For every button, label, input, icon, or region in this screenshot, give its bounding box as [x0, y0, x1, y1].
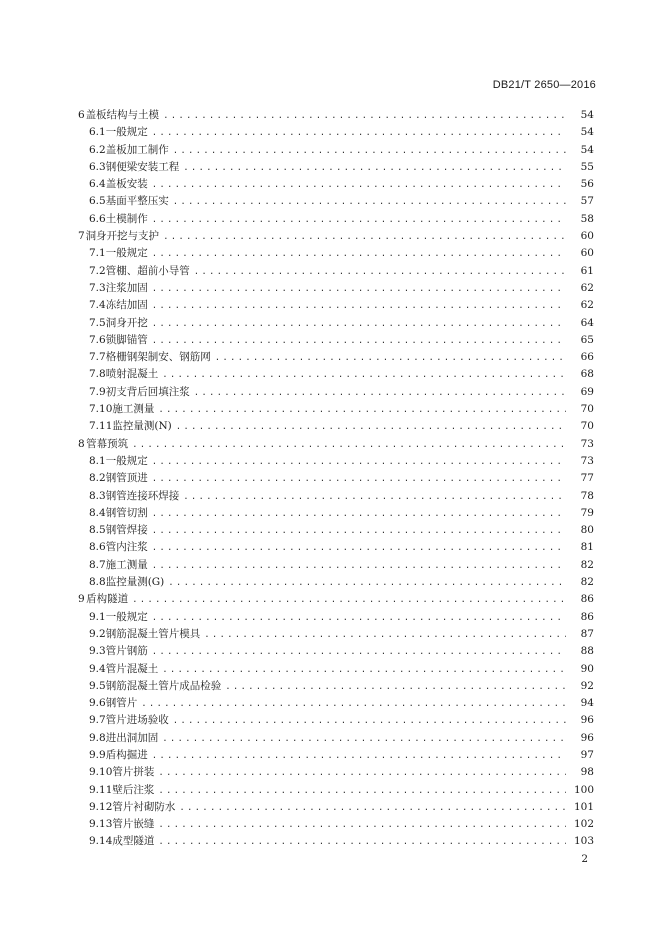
toc-entry-number: 9: [78, 593, 85, 606]
dot-leader: [183, 163, 566, 173]
toc-entry-title: 钢管切割: [105, 506, 148, 519]
toc-entry[interactable]: [78, 211, 594, 228]
toc-entry[interactable]: [78, 263, 594, 280]
toc-entry-page: 100: [573, 783, 594, 796]
toc-entry-title: 钢管连接环焊接: [105, 489, 180, 502]
toc-entry[interactable]: [78, 349, 594, 366]
toc-entry-title: 初支背后回填注浆: [105, 385, 190, 398]
toc-entry-title: 进出洞加固: [105, 731, 159, 744]
toc-entry[interactable]: [78, 228, 594, 245]
toc-entry-number: 7.7: [89, 351, 106, 364]
toc-entry-number: 9.7: [89, 714, 106, 727]
toc-entry-page: 77: [580, 472, 594, 485]
toc-entry-number: 7.4: [89, 299, 106, 312]
toc-entry-page: 96: [580, 731, 594, 744]
toc-entry-title: 管片进场验收: [105, 714, 169, 727]
toc-entry-title: 锁脚锚管: [105, 333, 148, 346]
toc-entry-title: 盖板加工制作: [105, 143, 169, 156]
toc-entry-number: 7.9: [89, 385, 106, 398]
toc-entry[interactable]: [78, 159, 594, 176]
dot-leader: [152, 543, 566, 553]
toc-entry[interactable]: [78, 609, 594, 626]
toc-entry-page: 94: [580, 697, 594, 710]
toc-entry-number: 8: [78, 437, 85, 450]
toc-entry-number: 7.2: [89, 264, 106, 277]
toc-entry-page: 82: [580, 576, 594, 589]
toc-entry-page: 54: [580, 109, 594, 121]
toc-entry[interactable]: [78, 193, 594, 210]
toc-entry-title: 格栅钢架制安、钢筋网: [105, 351, 211, 364]
toc-entry-title: 壁后注浆: [112, 783, 155, 796]
dot-leader: [152, 526, 566, 536]
toc-entry-number: 6.5: [89, 195, 106, 208]
toc-entry-page: 56: [580, 178, 594, 191]
dot-leader: [152, 284, 566, 294]
dot-leader: [152, 751, 566, 761]
dot-leader: [158, 768, 566, 778]
toc-entry[interactable]: [78, 366, 594, 383]
dot-leader: [152, 474, 566, 484]
toc-entry-page: 103: [573, 835, 594, 848]
toc-entry-page: 80: [580, 524, 594, 537]
toc-entry-title: 钢管片: [105, 697, 138, 710]
toc-entry-page: 79: [580, 506, 594, 519]
toc-entry[interactable]: [78, 730, 594, 747]
toc-entry-title: 管片嵌缝: [112, 818, 155, 831]
dot-leader: [152, 561, 566, 571]
dot-leader: [162, 665, 566, 675]
toc-entry[interactable]: [78, 107, 594, 124]
toc-entry-number: 9.3: [89, 645, 106, 658]
dot-leader: [176, 422, 566, 432]
dot-leader: [158, 837, 566, 847]
toc-entry-page: 87: [580, 627, 594, 640]
dot-leader: [225, 682, 566, 692]
toc-entry-title: 盖板结构与土模: [85, 109, 160, 121]
toc-entry-page: 98: [580, 766, 594, 779]
toc-entry[interactable]: [78, 816, 594, 833]
toc-entry-number: 9.14: [89, 835, 113, 848]
toc-entry[interactable]: [78, 591, 594, 608]
table-of-contents: [78, 107, 594, 851]
toc-entry-number: 6.4: [89, 178, 106, 191]
dot-leader: [152, 613, 566, 623]
toc-entry-number: 6.1: [89, 126, 106, 139]
toc-entry-title: 一般规定: [105, 454, 148, 467]
dot-leader: [179, 803, 566, 813]
toc-entry-page: 82: [580, 558, 594, 571]
dot-leader: [152, 336, 566, 346]
toc-entry-page: 68: [580, 368, 594, 381]
toc-entry-title: 管片衬砌防水: [112, 800, 176, 813]
toc-entry[interactable]: [78, 384, 594, 401]
toc-entry-page: 102: [573, 818, 594, 831]
toc-entry-number: 7.1: [89, 247, 106, 260]
toc-entry-title: 冻结加固: [105, 299, 148, 312]
toc-entry[interactable]: [78, 643, 594, 660]
toc-entry[interactable]: [78, 678, 594, 695]
toc-entry-number: 6.2: [89, 143, 106, 156]
dot-leader: [162, 370, 566, 380]
toc-entry-number: 7.11: [89, 420, 113, 433]
dot-leader: [132, 440, 566, 450]
toc-entry-number: 9.2: [89, 627, 106, 640]
toc-entry-title: 钢筋混凝土管片成品检验: [105, 679, 222, 692]
toc-entry-title: 管片钢筋: [105, 645, 148, 658]
toc-entry-page: 62: [580, 299, 594, 312]
toc-entry-page: 57: [580, 195, 594, 208]
dot-leader: [152, 128, 566, 138]
toc-entry[interactable]: [78, 539, 594, 556]
toc-entry-page: 60: [580, 247, 594, 260]
dot-leader: [152, 457, 566, 467]
toc-entry-number: 9.5: [89, 679, 106, 692]
toc-entry-page: 69: [580, 385, 594, 398]
toc-entry-number: 8.2: [89, 472, 106, 485]
toc-entry-title: 钢管顶进: [105, 472, 148, 485]
toc-entry-title: 盾构掘进: [105, 748, 148, 761]
toc-entry-page: 78: [580, 489, 594, 502]
toc-entry-page: 101: [573, 800, 594, 813]
toc-entry[interactable]: [78, 626, 594, 643]
toc-entry-title: 成型隧道: [112, 835, 155, 848]
toc-entry-number: 9.9: [89, 748, 106, 761]
toc-entry-title: 洞身开挖: [105, 316, 148, 329]
toc-entry-title: 盖板安装: [105, 178, 148, 191]
toc-entry-page: 54: [580, 126, 594, 139]
toc-entry-title: 土模制作: [105, 212, 148, 225]
toc-entry-title: 钢便梁安装工程: [105, 160, 180, 173]
toc-entry-page: 81: [580, 541, 594, 554]
toc-entry[interactable]: [78, 505, 594, 522]
toc-entry-title: 管幕预筑: [86, 437, 129, 450]
toc-entry-title: 管片拼装: [112, 766, 155, 779]
toc-entry[interactable]: [78, 332, 594, 349]
toc-entry-page: 96: [580, 714, 594, 727]
toc-entry-number: 8.6: [89, 541, 106, 554]
toc-entry-page: 61: [580, 264, 594, 277]
toc-entry-title: 监控量测(G): [105, 576, 165, 589]
dot-leader: [204, 630, 566, 640]
toc-entry-number: 9.12: [89, 800, 113, 813]
dot-leader: [162, 734, 566, 744]
toc-entry[interactable]: [78, 488, 594, 505]
toc-entry[interactable]: [78, 574, 594, 591]
dot-leader: [173, 146, 566, 156]
toc-entry-page: 58: [580, 212, 594, 225]
dot-leader: [173, 716, 566, 726]
toc-entry-number: 9.11: [89, 783, 113, 796]
toc-entry-page: 62: [580, 281, 594, 294]
toc-entry[interactable]: [78, 436, 594, 453]
toc-entry[interactable]: [78, 297, 594, 314]
toc-entry-page: 73: [580, 454, 594, 467]
dot-leader: [152, 509, 566, 519]
toc-entry-page: 97: [580, 748, 594, 761]
dot-leader: [173, 197, 566, 207]
toc-entry-number: 7.8: [89, 368, 106, 381]
toc-entry-title: 盾构隧道: [86, 593, 129, 606]
toc-entry-page: 66: [580, 351, 594, 364]
toc-entry-number: 7.6: [89, 333, 106, 346]
toc-entry-page: 73: [580, 437, 594, 450]
dot-leader: [163, 232, 566, 242]
toc-entry[interactable]: [78, 833, 594, 850]
dot-leader: [194, 267, 566, 277]
toc-entry-number: 9.4: [89, 662, 106, 675]
toc-entry[interactable]: [78, 747, 594, 764]
toc-entry-title: 管棚、超前小导管: [105, 264, 190, 277]
document-code: DB21/T 2650—2016: [492, 79, 596, 91]
toc-entry-page: 70: [580, 403, 594, 416]
toc-entry-page: 92: [580, 679, 594, 692]
toc-entry[interactable]: [78, 280, 594, 297]
toc-entry-number: 8.7: [89, 558, 106, 571]
toc-entry-page: 70: [580, 420, 594, 433]
dot-leader: [168, 578, 566, 588]
toc-entry-page: 88: [580, 645, 594, 658]
dot-leader: [152, 319, 566, 329]
toc-entry[interactable]: [78, 661, 594, 678]
dot-leader: [141, 699, 566, 709]
toc-entry-number: 9.10: [89, 766, 113, 779]
toc-entry[interactable]: [78, 401, 594, 418]
toc-entry-number: 6: [78, 109, 85, 121]
toc-entry-page: 86: [580, 610, 594, 623]
toc-entry-number: 8.5: [89, 524, 106, 537]
toc-entry-number: 7.10: [89, 403, 113, 416]
toc-entry-title: 施工测量: [105, 558, 148, 571]
toc-entry[interactable]: [78, 557, 594, 574]
toc-entry-title: 一般规定: [105, 247, 148, 260]
toc-entry[interactable]: [78, 782, 594, 799]
dot-leader: [215, 353, 566, 363]
toc-entry-title: 钢管焊接: [105, 524, 148, 537]
dot-leader: [132, 595, 566, 605]
toc-entry[interactable]: [78, 453, 594, 470]
toc-entry[interactable]: [78, 142, 594, 159]
toc-entry-number: 9.1: [89, 610, 106, 623]
dot-leader: [152, 301, 566, 311]
toc-entry[interactable]: [78, 124, 594, 141]
toc-entry-number: 9.13: [89, 818, 113, 831]
toc-entry-number: 8.8: [89, 576, 106, 589]
toc-entry[interactable]: [78, 315, 594, 332]
toc-entry-number: 6.6: [89, 212, 106, 225]
toc-entry-number: 8.1: [89, 454, 106, 467]
toc-entry-number: 8.4: [89, 506, 106, 519]
toc-entry-title: 洞身开挖与支护: [85, 230, 160, 243]
dot-leader: [152, 180, 566, 190]
toc-entry-title: 管内注浆: [105, 541, 148, 554]
toc-entry[interactable]: [78, 764, 594, 781]
toc-entry-page: 65: [580, 333, 594, 346]
toc-entry[interactable]: [78, 695, 594, 712]
toc-entry-page: 60: [580, 230, 594, 243]
toc-entry[interactable]: [78, 418, 594, 435]
toc-entry[interactable]: [78, 799, 594, 816]
dot-leader: [152, 249, 566, 259]
toc-entry[interactable]: [78, 712, 594, 729]
toc-entry-number: 6.3: [89, 160, 106, 173]
toc-entry-title: 基面平整压实: [105, 195, 169, 208]
toc-entry-page: 55: [580, 160, 594, 173]
toc-entry-title: 一般规定: [105, 126, 148, 139]
toc-entry[interactable]: [78, 176, 594, 193]
toc-entry-title: 管片混凝土: [105, 662, 159, 675]
dot-leader: [158, 786, 566, 796]
toc-entry-title: 喷射混凝土: [105, 368, 159, 381]
toc-entry-title: 钢筋混凝土管片模具: [105, 627, 201, 640]
dot-leader: [152, 647, 566, 657]
toc-entry-number: 8.3: [89, 489, 106, 502]
toc-entry-title: 一般规定: [105, 610, 148, 623]
dot-leader: [158, 820, 566, 830]
toc-entry-number: 7: [78, 230, 85, 243]
toc-entry-title: 监控量测(N): [112, 420, 172, 433]
dot-leader: [163, 111, 566, 121]
toc-entry-page: 90: [580, 662, 594, 675]
page-number: 2: [581, 853, 588, 865]
dot-leader: [194, 388, 566, 398]
toc-entry-title: 施工测量: [112, 403, 155, 416]
toc-entry-page: 86: [580, 593, 594, 606]
toc-entry-title: 注浆加固: [105, 281, 148, 294]
toc-entry-page: 64: [580, 316, 594, 329]
dot-leader: [152, 215, 566, 225]
dot-leader: [183, 492, 566, 502]
toc-entry[interactable]: [78, 470, 594, 487]
toc-entry[interactable]: [78, 245, 594, 262]
toc-entry-number: 7.3: [89, 281, 106, 294]
toc-entry-number: 9.8: [89, 731, 106, 744]
toc-entry-page: 54: [580, 143, 594, 156]
toc-entry-number: 9.6: [89, 697, 106, 710]
toc-entry-number: 7.5: [89, 316, 106, 329]
dot-leader: [158, 405, 566, 415]
toc-entry[interactable]: [78, 522, 594, 539]
